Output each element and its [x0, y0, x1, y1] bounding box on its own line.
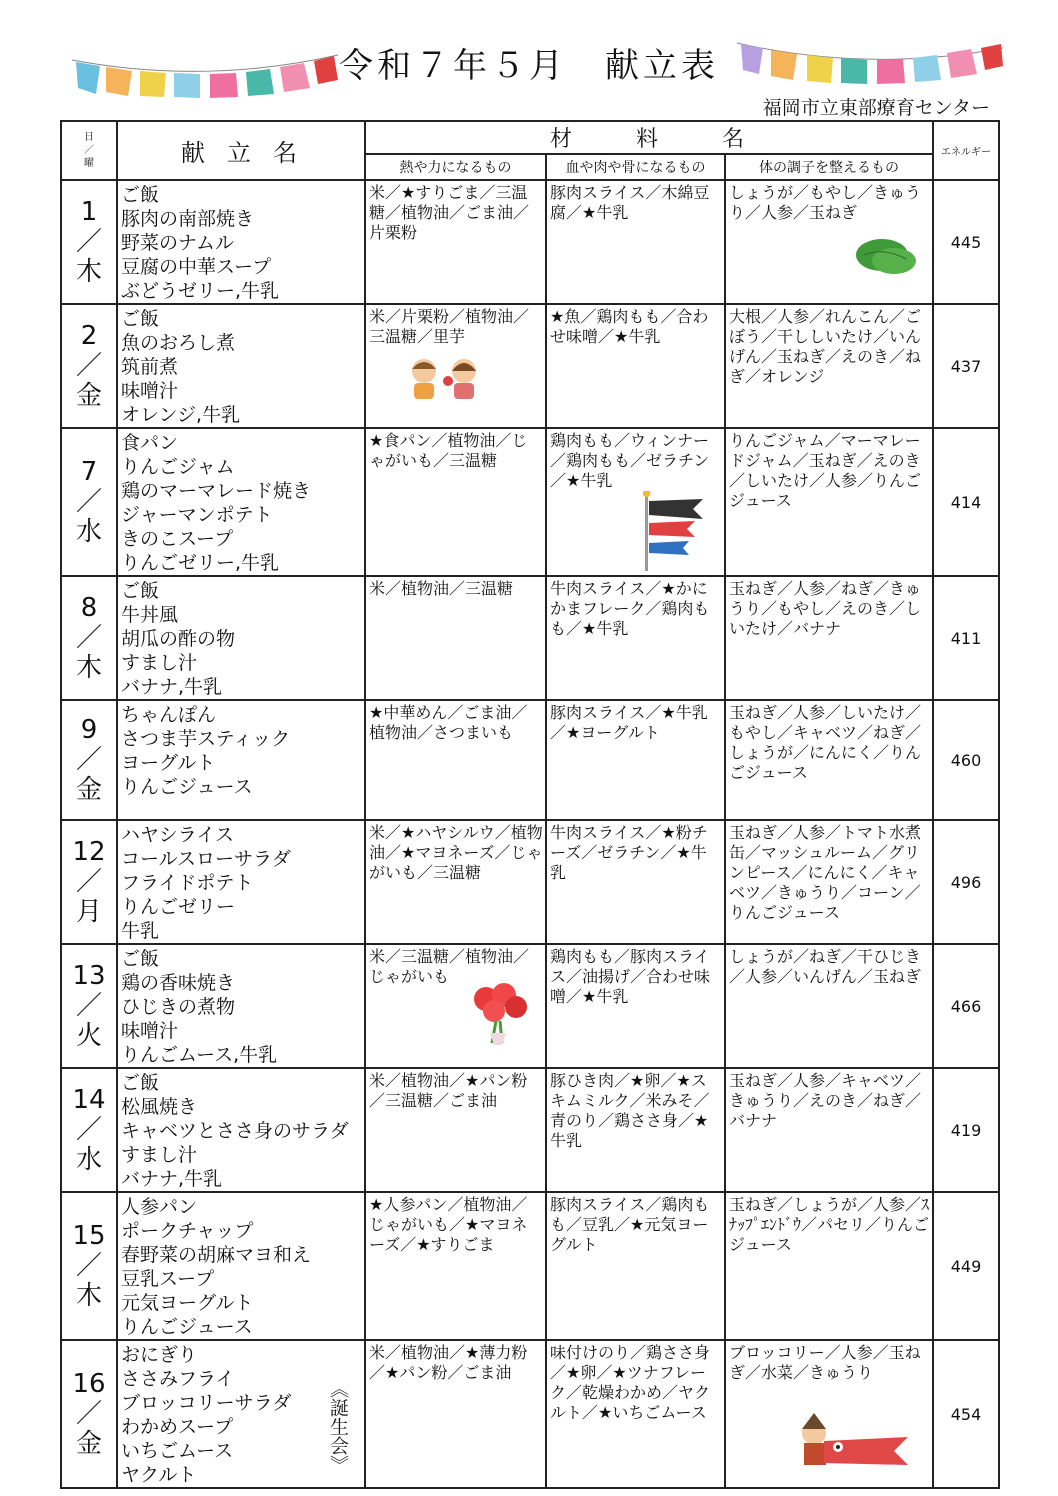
blood-foods-cell: 豚肉スライス／★牛乳／★ヨーグルト — [546, 700, 725, 820]
table-row — [61, 304, 999, 428]
body-foods-cell: 玉ねぎ／人参／キャベツ／きゅうり／えのき／ねぎ／バナナ — [725, 1068, 933, 1192]
day-number: 7 — [80, 457, 98, 487]
boy-koinobori-icon — [798, 1411, 918, 1473]
day-separator: ／ — [75, 227, 102, 257]
day-of-week: 火 — [75, 1021, 102, 1051]
day-of-week: 木 — [75, 1281, 102, 1311]
dish-item: バナナ,牛乳 — [121, 676, 223, 698]
dish-item: おにぎり — [121, 1344, 198, 1366]
dish-item: すまし汁 — [121, 1144, 198, 1166]
table-row — [61, 428, 999, 576]
day-number: 8 — [80, 593, 98, 623]
dish-item: ポークチャップ — [121, 1220, 254, 1242]
dish-item: ジャーマンポテト — [121, 504, 273, 526]
header-energy: エネルギー — [933, 121, 999, 180]
dish-item: 鶏のマーマレード焼き — [121, 480, 312, 502]
page-title: 令和７年５月 献立表 — [339, 46, 719, 86]
dish-item: きのこスープ — [121, 528, 234, 550]
body-foods-cell: 大根／人参／れんこん／ごぼう／干ししいたけ／いんげん／玉ねぎ／えのき／ねぎ／オレンジ — [725, 304, 933, 428]
day-separator: ／ — [75, 745, 102, 775]
table-row — [61, 1068, 999, 1192]
day-separator: ／ — [75, 487, 102, 517]
energy-foods-cell: 米／植物油／★パン粉／三温糖／ごま油 — [365, 1068, 546, 1192]
dish-cell — [117, 1192, 365, 1340]
dish-item: ハヤシライス — [121, 824, 235, 846]
dish-item: ちゃんぽん — [121, 704, 217, 726]
blood-foods-cell: ★魚／鶏肉もも／合わせ味噌／★牛乳 — [546, 304, 725, 428]
day-separator: ／ — [75, 623, 102, 653]
dish-item: りんごジュース — [121, 1316, 253, 1338]
dish-item: コールスローサラダ — [121, 848, 291, 870]
dish-item: ブロッコリーサラダ — [121, 1392, 292, 1414]
energy-foods-cell: ★人参パン／植物油／じゃがいも／★マヨネーズ／★すりごま — [365, 1192, 546, 1340]
day-cell — [61, 1068, 117, 1192]
body-foods-cell: 玉ねぎ／しょうが／人参／ｽﾅｯﾌﾟｴﾝﾄﾞｳ／パセリ／りんごジュース — [725, 1192, 933, 1340]
day-number: 16 — [72, 1369, 106, 1399]
day-cell — [61, 304, 117, 428]
energy-value: 466 — [933, 944, 999, 1068]
dish-cell — [117, 304, 365, 428]
dish-item: りんごジャム — [121, 456, 235, 478]
dish-item: ご飯 — [121, 948, 160, 970]
energy-foods-cell: 米／片栗粉／植物油／三温糖／里芋 — [365, 304, 546, 428]
day-number: 13 — [72, 961, 106, 991]
day-of-week: 金 — [75, 775, 102, 805]
dish-item: 筑前煮 — [121, 356, 179, 378]
day-cell — [61, 820, 117, 944]
dish-item: オレンジ,牛乳 — [121, 404, 241, 426]
dish-item: ご飯 — [121, 184, 160, 206]
dish-item: バナナ,牛乳 — [121, 1168, 223, 1190]
dish-item: 食パン — [121, 432, 179, 454]
day-separator: ／ — [75, 1399, 102, 1429]
table-row — [61, 576, 999, 700]
day-of-week: 水 — [75, 1145, 102, 1175]
energy-foods-cell: ★食パン／植物油／じゃがいも／三温糖 — [365, 428, 546, 576]
dish-item: ご飯 — [121, 308, 160, 330]
children-icon — [406, 355, 486, 405]
header-energy-group: 熱や力になるもの — [365, 154, 546, 180]
energy-value: 496 — [933, 820, 999, 944]
day-number: 2 — [80, 321, 98, 351]
dish-cell — [117, 700, 365, 820]
dish-item: 豚肉の南部焼き — [121, 208, 255, 230]
energy-value: 449 — [933, 1192, 999, 1340]
dish-item: ささみフライ — [121, 1368, 235, 1390]
dish-item: 人参パン — [121, 1196, 198, 1218]
birthday-note: 《誕生会》 — [327, 1379, 349, 1474]
day-of-week: 金 — [75, 1429, 102, 1459]
day-cell — [61, 944, 117, 1068]
blood-foods-cell: 味付けのり／鶏ささ身／★卵／★ツナフレーク／乾燥わかめ／ヤクルト／★いちごムース — [546, 1340, 725, 1488]
day-separator: ／ — [75, 867, 102, 897]
dish-item: 春野菜の胡麻マヨ和え — [121, 1244, 312, 1266]
header-materials: 材料名 — [365, 121, 933, 154]
dish-item: いちごムース — [121, 1440, 234, 1462]
dish-item: りんごジュース — [121, 776, 253, 798]
day-of-week: 月 — [75, 897, 102, 927]
table-row — [61, 700, 999, 820]
dish-item: 豆乳スープ — [121, 1268, 215, 1290]
day-separator: ／ — [75, 991, 102, 1021]
body-foods-cell: 玉ねぎ／人参／トマト水煮缶／マッシュルーム／グリンピース／にんにく／キャベツ／きゅうり／コーン／りんごジュース — [725, 820, 933, 944]
dish-cell — [117, 1068, 365, 1192]
blood-foods-cell: 牛肉スライス／★かにかまフレーク／鶏肉もも／★牛乳 — [546, 576, 725, 700]
header-menu-name: 献立名 — [117, 121, 365, 180]
header-day — [61, 121, 117, 180]
energy-value: 419 — [933, 1068, 999, 1192]
header-blood-group: 血や肉や骨になるもの — [546, 154, 725, 180]
day-number: 14 — [72, 1085, 106, 1115]
day-cell — [61, 1192, 117, 1340]
blood-foods-cell: 豚肉スライス／鶏肉もも／豆乳／★元気ヨーグルト — [546, 1192, 725, 1340]
day-number: 15 — [72, 1221, 106, 1251]
day-number: 12 — [72, 837, 106, 867]
day-number: 1 — [80, 197, 98, 227]
dish-item: わかめスープ — [121, 1416, 234, 1438]
dish-item: 松風焼き — [121, 1096, 198, 1118]
blood-foods-cell: 豚ひき肉／★卵／★スキムミルク／米みそ／青のり／鶏ささ身／★牛乳 — [546, 1068, 725, 1192]
energy-value: 460 — [933, 700, 999, 820]
dish-item: ぶどうゼリー,牛乳 — [121, 280, 280, 302]
table-row — [61, 944, 999, 1068]
dish-item: りんごゼリー,牛乳 — [121, 552, 280, 574]
body-foods-cell: 玉ねぎ／人参／しいたけ／もやし／キャベツ／ねぎ／しょうが／にんにく／りんごジュース — [725, 700, 933, 820]
menu-rows — [61, 180, 999, 1488]
dish-item: ひじきの煮物 — [121, 996, 236, 1018]
dish-item: フライドポテト — [121, 872, 254, 894]
table-row — [61, 1192, 999, 1340]
day-of-week: 木 — [75, 653, 102, 683]
energy-foods-cell: ★中華めん／ごま油／植物油／さつまいも — [365, 700, 546, 820]
day-number: 9 — [80, 715, 98, 745]
organization-name: 福岡市立東部療育センター — [762, 97, 990, 119]
dish-item: 魚のおろし煮 — [121, 332, 236, 354]
energy-foods-cell: 米／植物油／★薄力粉／★パン粉／ごま油 — [365, 1340, 546, 1488]
dish-item: ヤクルト — [121, 1464, 197, 1486]
dish-item: りんごゼリー — [121, 896, 236, 918]
energy-value: 411 — [933, 576, 999, 700]
carnation-icon — [466, 981, 532, 1047]
day-cell — [61, 428, 117, 576]
energy-value: 445 — [933, 180, 999, 304]
day-cell — [61, 1340, 117, 1488]
table-row — [61, 1340, 999, 1488]
dish-item: りんごムース,牛乳 — [121, 1044, 278, 1066]
day-cell — [61, 180, 117, 304]
dish-item: ご飯 — [121, 580, 160, 602]
dish-item: 豆腐の中華スープ — [121, 256, 272, 278]
blood-foods-cell: 鶏肉もも／ウィンナー／鶏肉もも／ゼラチン／★牛乳 — [546, 428, 725, 576]
energy-foods-cell: 米／植物油／三温糖 — [365, 576, 546, 700]
menu-table — [60, 120, 1000, 1489]
dish-item: 元気ヨーグルト — [121, 1292, 254, 1314]
day-cell — [61, 700, 117, 820]
dish-item: 味噌汁 — [121, 380, 179, 402]
dish-item: 牛乳 — [121, 920, 160, 942]
dish-item: 鶏の香味焼き — [121, 972, 236, 994]
dish-item: ヨーグルト — [121, 752, 216, 774]
blood-foods-cell: 豚肉スライス／木綿豆腐／★牛乳 — [546, 180, 725, 304]
day-of-week: 水 — [75, 517, 102, 547]
energy-value: 437 — [933, 304, 999, 428]
energy-value: 454 — [933, 1340, 999, 1488]
energy-value: 414 — [933, 428, 999, 576]
dish-item: 野菜のナムル — [121, 232, 235, 254]
dish-item: すまし汁 — [121, 652, 198, 674]
energy-foods-cell: 米／★ハヤシルウ／植物油／★マヨネーズ／じゃがいも／三温糖 — [365, 820, 546, 944]
energy-foods-cell: 米／三温糖／植物油／じゃがいも — [365, 944, 546, 1068]
body-foods-cell: 玉ねぎ／人参／ねぎ／きゅうり／もやし／えのき／しいたけ／バナナ — [725, 576, 933, 700]
day-of-week: 木 — [75, 257, 102, 287]
dish-item: 牛丼風 — [121, 604, 179, 626]
kashiwa-mochi-icon — [854, 229, 920, 279]
day-separator: ／ — [75, 1251, 102, 1281]
table-row — [61, 180, 999, 304]
dish-cell — [117, 944, 365, 1068]
table-row — [61, 820, 999, 944]
dish-cell — [117, 428, 365, 576]
day-cell — [61, 576, 117, 700]
day-separator: ／ — [75, 351, 102, 381]
dish-item: 味噌汁 — [121, 1020, 179, 1042]
dish-item: 胡瓜の酢の物 — [121, 628, 236, 650]
dish-item: キャベツとささ身のサラダ — [121, 1120, 349, 1142]
body-foods-cell: しょうが／もやし／きゅうり／人参／玉ねぎ — [725, 180, 933, 304]
energy-foods-cell: 米／★すりごま／三温糖／植物油／ごま油／片栗粉 — [365, 180, 546, 304]
day-of-week: 金 — [75, 381, 102, 411]
dish-cell — [117, 1340, 365, 1488]
koinobori-icon — [643, 491, 713, 573]
header-day-label: 日／曜 — [84, 132, 94, 169]
body-foods-cell: りんごジャム／マーマレードジャム／玉ねぎ／えのき／しいたけ／人参／りんごジュース — [725, 428, 933, 576]
blood-foods-cell: 牛肉スライス／★粉チーズ／ゼラチン／★牛乳 — [546, 820, 725, 944]
dish-cell — [117, 576, 365, 700]
dish-cell — [117, 820, 365, 944]
day-separator: ／ — [75, 1115, 102, 1145]
dish-item: さつま芋スティック — [121, 728, 291, 750]
body-foods-cell: しょうが／ねぎ／干ひじき／人参／いんげん／玉ねぎ — [725, 944, 933, 1068]
blood-foods-cell: 鶏肉もも／豚肉スライス／油揚げ／合わせ味噌／★牛乳 — [546, 944, 725, 1068]
body-foods-cell: ブロッコリー／人参／玉ねぎ／水菜／きゅうり — [725, 1340, 933, 1488]
header-body-group: 体の調子を整えるもの — [725, 154, 933, 180]
dish-item: ご飯 — [121, 1072, 160, 1094]
dish-cell — [117, 180, 365, 304]
